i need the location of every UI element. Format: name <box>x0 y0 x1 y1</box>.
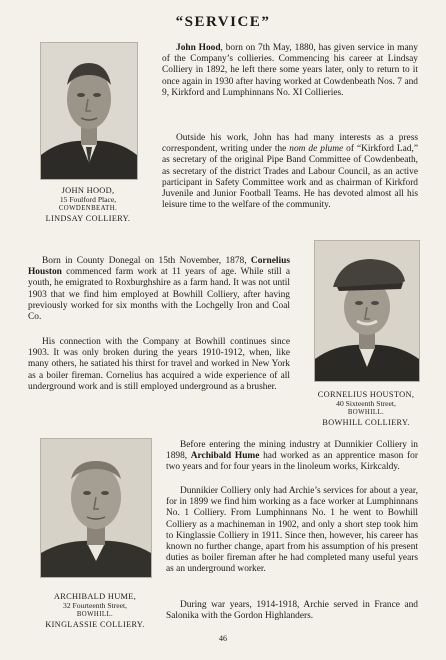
caption-address: 15 Foulford Place, <box>59 195 117 205</box>
houston-name: Cornelius Houston <box>28 256 290 278</box>
hood-paragraph-2: Outside his work, John has had many interests as a press correspondent, writing under the nom de plume of “Kirkford Lad,” as secretary of the original Pipe Band Committee of Cowdenbeath, as secretary of the district Trades and Labour Council, as an active participant in Safety Committee work and as chairman of Kirkford Juvenile and Junior Football Teams. He has devoted almost all his leisure time to the welfare of the community. <box>162 133 418 211</box>
hood-paragraph-1: John Hood, born on 7th May, 1880, has given service in many of the Company’s collieries. Commencing his career at Lindsay Colliery in 1892, he left there some years later, only to return to it once again in 1930 after having worked at Cowdenbeath Nos. 7 and 9, Kirkford and Lumphinnans No. XI Collieries. <box>162 43 418 98</box>
caption-colliery: LINDSAY COLLIERY. <box>45 213 131 223</box>
john-hood-caption <box>22 186 154 223</box>
hume-name: Archibald Hume <box>190 451 260 462</box>
page-title: “SERVICE” <box>175 14 271 30</box>
hume-paragraph-3: During war years, 1914-1918, Archie served in France and Salonika with the Gordon Highlanders. <box>166 600 418 622</box>
caption-town: BOWHILL. <box>347 409 385 417</box>
archibald-hume-caption <box>28 592 162 629</box>
caption-colliery: BOWHILL COLLIERY. <box>322 417 410 427</box>
cornelius-houston-caption <box>298 390 434 427</box>
hume-paragraph-2: Dunnikier Colliery only had Archie’s services for about a year, for in 1899 we find him working as a face worker at Lumphinnans No. 1 Colliery. From Lumphinnans No. 1 he went to Bowhill Colliery as a machineman in 1902, and only a short step took him to Kinglassie Colliery in 1911. Since then, however, his career has known no further change, apart from his assumption of his present duties as boiler fireman after he had completed many useful years as an underground worker. <box>166 486 418 575</box>
houston-paragraph-2: His connection with the Company at Bowhill continues since 1903. It was only broken during the years 1910-1912, when, like many others, he satiated his thirst for travel and worked in New York as a boiler fireman. Cornelius has acquired a wide experience of all underground work and is still employed underground as a brusher. <box>28 337 290 392</box>
caption-name: ARCHIBALD HUME, <box>53 592 137 601</box>
caption-colliery: KINGLASSIE COLLIERY. <box>45 619 145 629</box>
john-hood-photo <box>40 42 138 180</box>
caption-address: 40 Sixteenth Street, <box>336 399 396 409</box>
hume-paragraph-1: Before entering the mining industry at Dunnikier Colliery in 1898, Archibald Hume had worked as an apprentice mason for two years and for four years in the linoleum works, Kirkcaldy. <box>166 440 418 473</box>
houston-paragraph-1: Born in County Donegal on 15th November, 1878, Cornelius Houston commenced farm work at 11 years of age. While still a youth, he emigrated to Roxburghshire as a farm hand. It was not until 1903 that we find him employed at Bowhill Colliery, after having previously worked for six months with the Lochgelly Iron and Coal Co. <box>28 256 290 323</box>
cornelius-houston-photo <box>314 240 420 382</box>
caption-town: BOWHILL. <box>76 611 114 619</box>
caption-name: CORNELIUS HOUSTON, <box>317 390 415 399</box>
caption-name: JOHN HOOD, <box>61 186 115 195</box>
archibald-hume-photo <box>40 438 152 578</box>
nom-de-plume: nom de plume <box>289 144 344 155</box>
caption-address: 32 Fourteenth Street, <box>63 601 127 611</box>
page-number: 46 <box>219 634 227 643</box>
hood-name: John Hood <box>176 43 221 53</box>
caption-town: COWDENBEATH. <box>58 205 118 213</box>
